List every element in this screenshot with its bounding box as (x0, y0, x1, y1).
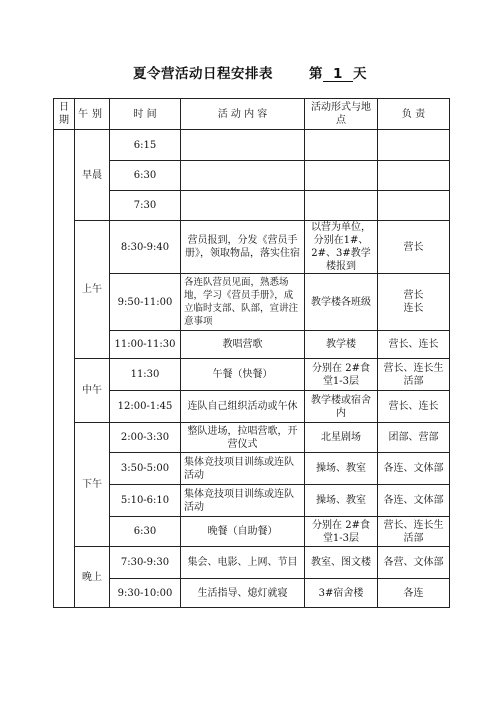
table-row (54, 359, 450, 391)
table-row (54, 391, 450, 423)
owner-cell (378, 274, 450, 331)
content-cell: 生活指导、熄灯就寝 (181, 579, 305, 608)
owner-cell: 各营、文体部 (378, 547, 450, 579)
place-cell: 3#宿舍楼 (305, 579, 378, 608)
time-cell: 9:30-10:00 (110, 579, 181, 608)
table-row (54, 485, 450, 517)
content-cell: 教唱营歌 (181, 331, 305, 359)
time-cell: 11:30 (110, 359, 181, 391)
content-cell (181, 161, 305, 191)
time-cell: 7:30-9:30 (110, 547, 181, 579)
place-cell: 教学楼或宿舍内 (305, 391, 378, 423)
table-row (54, 274, 450, 331)
time-cell: 11:00-11:30 (110, 331, 181, 359)
content-cell: 晚餐（自助餐） (181, 517, 305, 547)
content-cell: 各连队营员见面，熟悉场地，学习《营员手册》，成立临时支部、队部，宣讲注意事项 (181, 274, 305, 331)
owner-line-2: 连长 (403, 303, 424, 314)
time-cell: 2:00-3:30 (110, 423, 181, 453)
place-cell: 分别在 2#食堂1-3层 (305, 517, 378, 547)
title-main: 夏令营活动日程安排表 (133, 66, 273, 82)
table-header-row (54, 99, 450, 130)
owner-cell (378, 191, 450, 221)
page-title (0, 62, 500, 82)
time-cell: 7:30 (110, 191, 181, 221)
content-cell: 集体竞技项目训练或连队活动 (181, 453, 305, 485)
time-cell: 9:50-11:00 (110, 274, 181, 331)
owner-cell (378, 130, 450, 161)
place-cell: 教学楼 (305, 331, 378, 359)
place-cell (305, 161, 378, 191)
table-row (54, 191, 450, 221)
period-forenoon: 上午 (75, 221, 110, 359)
time-cell: 6:30 (110, 161, 181, 191)
period-morning: 早晨 (75, 130, 110, 221)
content-cell (181, 191, 305, 221)
owner-cell: 营长、连长 (378, 391, 450, 423)
content-cell (181, 130, 305, 161)
owner-cell: 营长、连长生活部 (378, 359, 450, 391)
owner-line-1: 营长 (403, 290, 424, 301)
header-date: 日期 (54, 99, 75, 130)
owner-cell: 各连、文体部 (378, 453, 450, 485)
owner-cell: 营长、连长生活部 (378, 517, 450, 547)
period-noon: 中午 (75, 359, 110, 423)
table-row (54, 517, 450, 547)
table-row (54, 547, 450, 579)
owner-cell (378, 161, 450, 191)
header-time: 时 间 (110, 99, 181, 130)
time-cell: 3:50-5:00 (110, 453, 181, 485)
table-row (54, 331, 450, 359)
time-cell: 5:10-6:10 (110, 485, 181, 517)
place-cell: 操场、教室 (305, 453, 378, 485)
date-cell (54, 130, 75, 608)
content-cell: 营员报到，分发《营员手册》，领取物品，落实住宿 (181, 221, 305, 274)
owner-cell: 营长、连长 (378, 331, 450, 359)
title-day-number: 1 (323, 67, 353, 82)
period-evening: 晚上 (75, 547, 110, 608)
owner-cell: 营长 (378, 221, 450, 274)
title-day-suffix: 天 (353, 66, 367, 82)
table-row (54, 161, 450, 191)
schedule-table (53, 98, 450, 608)
time-cell: 8:30-9:40 (110, 221, 181, 274)
place-cell (305, 130, 378, 161)
content-cell: 连队自己组织活动或午休 (181, 391, 305, 423)
table-row (54, 453, 450, 485)
content-cell: 整队进场，拉唱营歌，开营仪式 (181, 423, 305, 453)
place-cell (305, 191, 378, 221)
period-afternoon: 下午 (75, 423, 110, 547)
time-cell: 6:15 (110, 130, 181, 161)
owner-cell: 团部、营部 (378, 423, 450, 453)
header-content: 活 动 内 容 (181, 99, 305, 130)
place-cell: 操场、教室 (305, 485, 378, 517)
time-cell: 6:30 (110, 517, 181, 547)
content-cell: 集体竞技项目训练或连队活动 (181, 485, 305, 517)
place-cell: 教学楼各班级 (305, 274, 378, 331)
place-cell: 教室、图文楼 (305, 547, 378, 579)
table-row (54, 579, 450, 608)
content-cell: 午餐（快餐） (181, 359, 305, 391)
place-cell: 北星剧场 (305, 423, 378, 453)
table-row (54, 130, 450, 161)
header-owner: 负 责 (378, 99, 450, 130)
content-cell: 集会、电影、上网、节目 (181, 547, 305, 579)
place-cell: 分别在 2#食堂1-3层 (305, 359, 378, 391)
table-row (54, 423, 450, 453)
header-period: 午别 (75, 99, 110, 130)
owner-cell: 各连 (378, 579, 450, 608)
title-day-prefix: 第 (309, 66, 323, 82)
header-form-place: 活动形式与地点 (305, 99, 378, 130)
table-row (54, 221, 450, 274)
owner-cell: 各连、文体部 (378, 485, 450, 517)
place-cell: 以营为单位，分别在1#、2#、3#教学楼报到 (305, 221, 378, 274)
time-cell: 12:00-1:45 (110, 391, 181, 423)
